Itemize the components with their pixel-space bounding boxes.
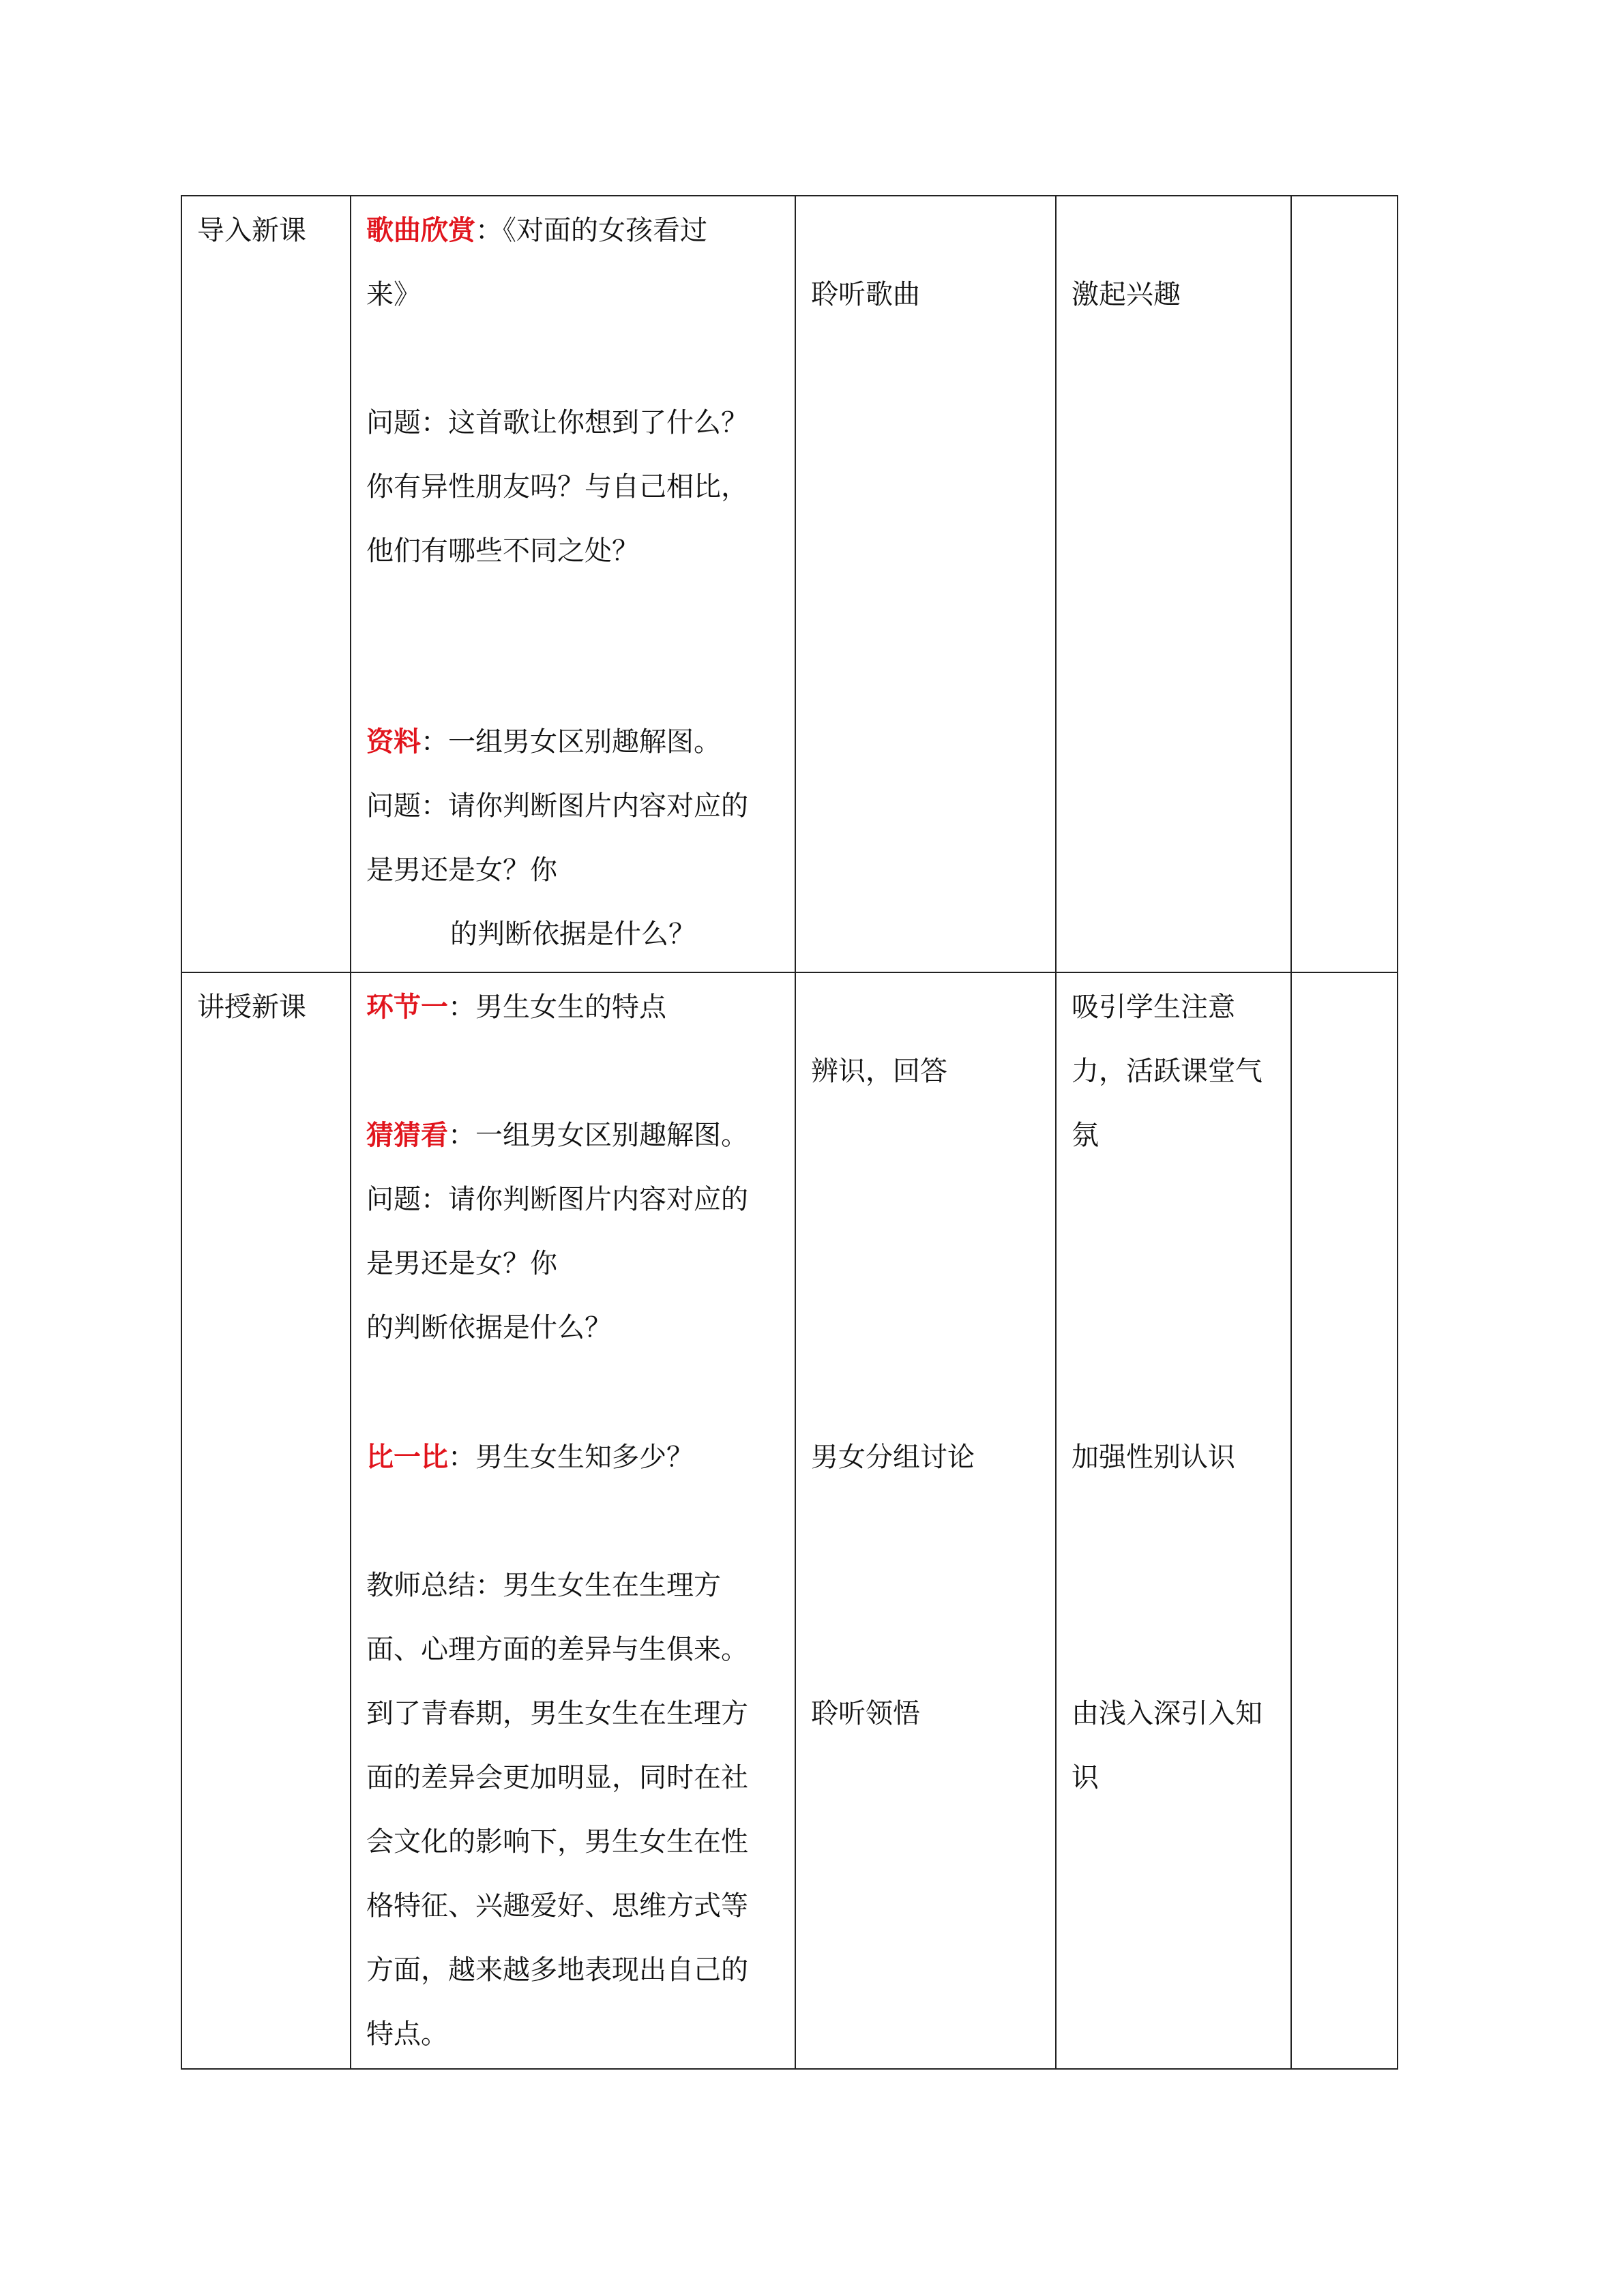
student-activity: 辨识，回答: [811, 1056, 947, 1087]
stage-label: 导入新课: [197, 215, 306, 246]
student-activity: 男女分组讨论: [811, 1442, 975, 1473]
question-line: 问题：这首歌让你想到了什么？: [366, 407, 748, 438]
design-intent: 由浅入深引入知: [1072, 1698, 1263, 1729]
table-row-intro: [181, 196, 1398, 972]
material-line: 资料：一组男女区别趣解图。: [366, 726, 721, 758]
summary-line: 面的差异会更加明显，同时在社: [366, 1762, 748, 1793]
material-label: 资料: [366, 726, 421, 758]
table-row-teaching: [181, 972, 1398, 2069]
design-intent: 力，活跃课堂气: [1072, 1056, 1263, 1087]
lesson-plan-table: [181, 195, 1398, 2070]
summary-line: 到了青春期，男生女生在生理方: [366, 1698, 748, 1729]
question-line: 的判断依据是什么？: [450, 919, 696, 950]
stage-label: 讲授新课: [197, 992, 306, 1023]
student-activity: 聆听歌曲: [811, 279, 920, 310]
question-line: 问题：请你判断图片内容对应的: [366, 1184, 748, 1215]
design-intent: 吸引学生注意: [1072, 992, 1235, 1023]
question-line: 是男还是女？你: [366, 1248, 557, 1279]
song-title-cont: 来》: [366, 279, 421, 310]
question-line: 问题：请你判断图片内容对应的: [366, 790, 748, 822]
part1-line: 环节一：男生女生的特点: [366, 991, 666, 1023]
summary-line: 面、心理方面的差异与生俱来。: [366, 1634, 748, 1665]
guess-line: 猜猜看：一组男女区别趣解图。: [366, 1119, 748, 1151]
question-line: 你有异性朋友吗？与自己相比，: [366, 471, 748, 503]
summary-line: 特点。: [366, 2018, 448, 2050]
empty-cell: [1292, 973, 1397, 2068]
compare-line: 比一比：男生女生知多少？: [366, 1441, 694, 1473]
summary-line: 方面，越来越多地表现出自己的: [366, 1954, 748, 1986]
song-label: 歌曲欣赏: [366, 214, 475, 246]
song-title: 《对面的女孩看过: [503, 215, 707, 246]
guess-label: 猜猜看: [366, 1119, 448, 1151]
question-line: 他们有哪些不同之处？: [366, 535, 639, 567]
design-intent: 氛: [1072, 1120, 1099, 1151]
student-activity: 聆听领悟: [811, 1698, 920, 1729]
summary-line: 格特征、兴趣爱好、思维方式等: [366, 1890, 748, 1922]
summary-line: 会文化的影响下，男生女生在性: [366, 1826, 748, 1858]
song-line: 歌曲欣赏：《对面的女孩看过: [366, 214, 707, 246]
design-intent: 加强性别认识: [1072, 1442, 1235, 1473]
part1-label: 环节一: [366, 991, 448, 1023]
question-line: 的判断依据是什么？: [366, 1312, 612, 1343]
summary-line: 教师总结：男生女生在生理方: [366, 1570, 721, 1601]
empty-cell: [1292, 196, 1397, 972]
compare-label: 比一比: [366, 1441, 448, 1473]
design-intent: 激起兴趣: [1072, 279, 1181, 310]
design-intent: 识: [1072, 1762, 1099, 1793]
question-line: 是男还是女？你: [366, 854, 557, 886]
